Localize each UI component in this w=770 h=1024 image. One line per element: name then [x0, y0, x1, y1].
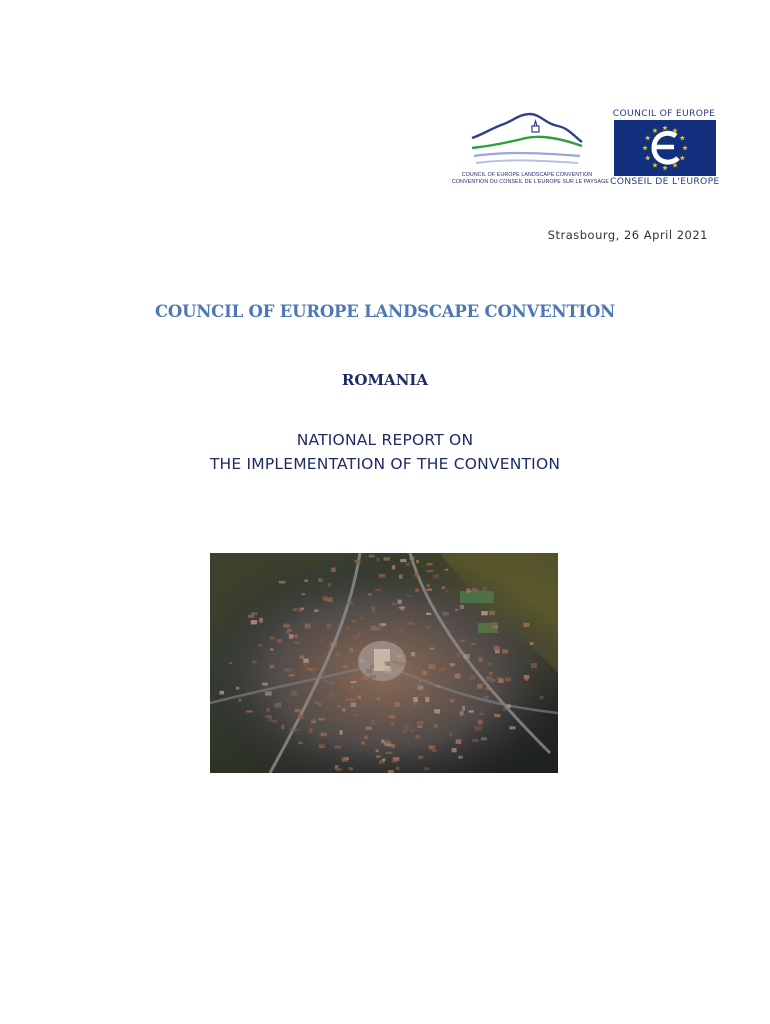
landscape-convention-logo	[452, 108, 610, 190]
coe-flag-icon	[614, 120, 716, 176]
country-heading: ROMANIA	[341, 371, 429, 389]
coe-logo-bottom-text: CONSEIL DE L'EUROPE	[610, 176, 720, 187]
coe-logo-top-text: COUNCIL OF EUROPE	[612, 108, 716, 119]
document-title: COUNCIL OF EUROPE LANDSCAPE CONVENTION	[154, 302, 616, 321]
council-of-europe-logo	[610, 108, 720, 190]
landscape-logo-line2: CONVENTION DU CONSEIL DE L'EUROPE SUR LE PAYSAGE	[452, 179, 610, 185]
report-subtitle-line2: THE IMPLEMENTATION OF THE CONVENTION	[209, 455, 561, 473]
report-subtitle-line1: NATIONAL REPORT ON	[296, 431, 474, 449]
landscape-mountain-icon	[470, 108, 584, 170]
landscape-logo-line1: COUNCIL OF EUROPE LANDSCAPE CONVENTION	[461, 172, 593, 178]
report-date: Strasbourg, 26 April 2021	[547, 228, 708, 242]
aerial-village-photo	[210, 553, 558, 773]
